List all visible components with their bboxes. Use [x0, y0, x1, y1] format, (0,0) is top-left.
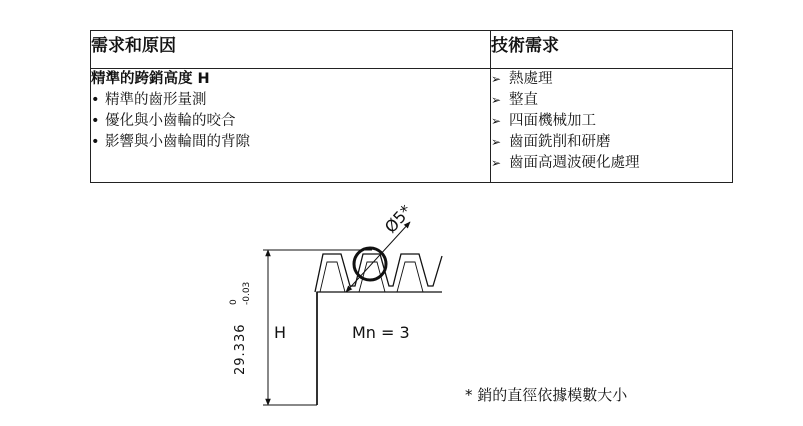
- reason-item-text: 精準的齒形量測: [105, 92, 207, 108]
- bullet-dot-icon: •: [91, 92, 100, 108]
- tech-item-text: 四面機械加工: [509, 113, 596, 129]
- reason-item-text: 優化與小齒輪的咬合: [105, 113, 236, 129]
- pin-diameter-label: Ø5*: [380, 201, 416, 237]
- tolerance-lower: -0.03: [242, 281, 252, 305]
- dimension-text-group: [229, 282, 252, 375]
- arrow-right-icon: ➢: [491, 72, 502, 86]
- module-label: Mn = 3: [352, 323, 410, 342]
- asterisk: *: [465, 386, 473, 404]
- tolerance-upper: 0: [229, 299, 239, 305]
- bullet-dot-icon: •: [91, 134, 100, 150]
- arrow-right-icon: ➢: [491, 114, 502, 128]
- tech-item-text: 整直: [509, 92, 538, 108]
- tech-item-text: 齒面銑削和研磨: [509, 134, 611, 150]
- header-technical-requirements: 技術需求: [491, 31, 733, 69]
- tech-item-text: 齒面高週波硬化處理: [509, 155, 640, 171]
- footnote: [465, 384, 627, 405]
- reason-title: 精準的跨銷高度 H: [91, 71, 210, 87]
- arrow-right-icon: ➢: [491, 93, 502, 107]
- arrow-right-icon: ➢: [491, 135, 502, 149]
- reason-item-text: 影響與小齒輪間的背隙: [105, 134, 250, 150]
- bullet-dot-icon: •: [91, 113, 100, 129]
- footnote-text: 銷的直徑依據模數大小: [477, 386, 628, 404]
- h-label: H: [274, 323, 287, 342]
- arrow-right-icon: ➢: [491, 156, 502, 170]
- header-requirements-reasons: 需求和原因: [91, 31, 491, 69]
- dimension-value: 29.336: [233, 323, 248, 375]
- tech-item-text: 熱處理: [509, 71, 553, 87]
- rack-teeth: [315, 254, 442, 292]
